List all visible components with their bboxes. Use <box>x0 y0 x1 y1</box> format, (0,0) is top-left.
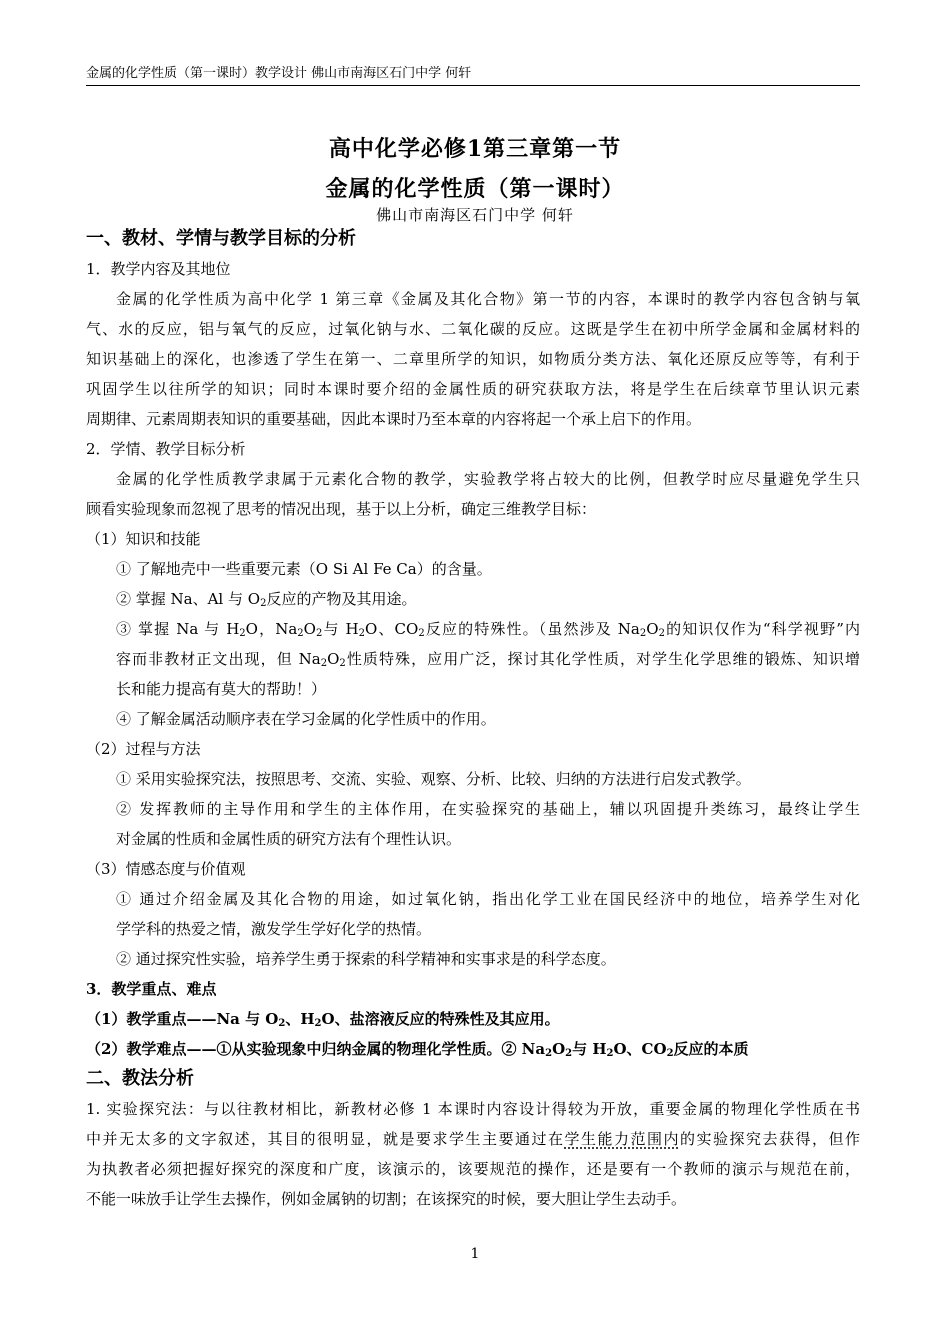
goal-1-item-4: ④ 了解金属活动顺序表在学习金属的化学性质中的作用。 <box>116 710 496 728</box>
paragraph-1-line: 知识基础上的深化，也渗透了学生在第一、二章里所学的知识，如物质分类方法、氧化还原反应等等，有利于 <box>86 350 860 368</box>
goal-3-item-2: ② 通过探究性实验，培养学生勇于探索的科学精神和实事求是的科学态度。 <box>116 950 616 968</box>
goal-2-heading: （2）过程与方法 <box>86 740 201 758</box>
paragraph-1-line: 金属的化学性质为高中化学 1 第三章《金属及其化合物》第一节的内容，本课时的教学内容包含钠与氧 <box>116 290 860 308</box>
goal-1-item-2: ② 掌握 Na、Al 与 $O_2$反应的产物及其用途。 <box>116 590 417 609</box>
subsection-1-1-heading: 1．教学内容及其地位 <box>86 260 231 278</box>
paragraph-1-line: 巩固学生以往所学的知识；同时本课时要介绍的金属性质的研究获取方法，将是学生在后续章节里认识元素 <box>86 380 860 398</box>
goal-1-item-3-line-3: 长和能力提高有莫大的帮助！） <box>116 680 327 698</box>
goal-2-item-2-line-2: 对金属的性质和金属性质的研究方法有个理性认识。 <box>116 830 462 848</box>
running-header: 金属的化学性质（第一课时）教学设计 佛山市南海区石门中学 何轩 <box>86 64 860 86</box>
goal-3-heading: （3）情感态度与价值观 <box>86 860 246 878</box>
paragraph-2-line: 金属的化学性质教学隶属于元素化合物的教学，实验教学将占较大的比例，但教学时应尽量避免学生只 <box>116 470 860 488</box>
goal-1-item-3-line-2: 容而非教材正文出现，但 $Na_2O_2$性质特殊，应用广泛，探讨其化学性质，对学生化学思维的锻炼、知识增 <box>116 650 860 669</box>
subsection-1-3-heading: 3．教学重点、难点 <box>86 980 217 998</box>
subsection-1-2-heading: 2．学情、教学目标分析 <box>86 440 246 458</box>
title-line-2: 金属的化学性质（第一课时） <box>325 176 625 202</box>
author-line: 佛山市南海区石门中学 何轩 <box>376 206 574 224</box>
goal-2-item-1: ① 采用实验探究法，按照思考、交流、实验、观察、分析、比较、归纳的方法进行启发式教学。 <box>116 770 751 788</box>
page-number: 1 <box>470 1246 480 1262</box>
paragraph-3-line: 为执教者必须把握好探究的深度和广度，该演示的，该要规范的操作，还是要有一个教师的演示与规范在前， <box>86 1160 860 1178</box>
paragraph-3-line: 1. 实验探究法：与以往教材相比，新教材必修 1 本课时内容设计得较为开放，重要金属的物理化学性质在书 <box>86 1100 860 1118</box>
goal-1-heading: （1）知识和技能 <box>86 530 201 548</box>
paragraph-1-line: 气、水的反应，铝与氧气的反应，过氧化钠与水、二氧化碳的反应。这既是学生在初中所学金属和金属材料的 <box>86 320 860 338</box>
goal-1-item-1: ① 了解地壳中一些重要元素（O Si Al Fe Ca）的含量。 <box>116 560 492 578</box>
emphasis-dotted: 学生能力范围内 <box>564 1130 680 1148</box>
paragraph-1-line: 周期律、元素周期表知识的重要基础，因此本课时乃至本章的内容将起一个承上启下的作用。 <box>86 410 702 428</box>
body-content <box>86 224 860 1214</box>
goal-3-item-1-line-2: 学学科的热爱之情，激发学生学好化学的热情。 <box>116 920 432 938</box>
paragraph-3-line: 不能一味放手让学生去操作，例如金属钠的切割；在该探究的时候，要大胆让学生去动手。 <box>86 1190 687 1208</box>
section-1-heading: 一、教材、学情与教学目标的分析 <box>86 228 356 249</box>
key-point: （1）教学重点——Na 与 $O_2$、$H_2O$、盐溶液反应的特殊性及其应用。 <box>86 1010 560 1029</box>
paragraph-3-line: 中并无太多的文字叙述，其目的很明显，就是要求学生主要通过在学生能力范围内的实验探究去获得，但作 <box>86 1130 860 1148</box>
paragraph-2-line: 顾看实验现象而忽视了思考的情况出现，基于以上分析，确定三维教学目标： <box>86 500 597 518</box>
title-line-1: 高中化学必修1第三章第一节 <box>328 136 622 162</box>
goal-1-item-3-line-1: ③ 掌握 Na 与 $H_2O$，$Na_2O_2$与 $H_2O$、$CO_2$反应的特殊性。（虽然涉及 $Na_2O_2$的知识仅作为“科学视野”内 <box>116 620 860 639</box>
difficult-point: （2）教学难点——①从实验现象中归纳金属的物理化学性质。② $Na_2O_2$与 $H_2O$、$CO_2$反应的本质 <box>86 1040 749 1059</box>
goal-2-item-2-line-1: ② 发挥教师的主导作用和学生的主体作用，在实验探究的基础上，辅以巩固提升类练习，最终让学生 <box>116 800 860 818</box>
section-2-heading: 二、教法分析 <box>86 1068 194 1089</box>
goal-3-item-1-line-1: ① 通过介绍金属及其化合物的用途，如过氧化钠，指出化学工业在国民经济中的地位，培养学生对化 <box>116 890 860 908</box>
